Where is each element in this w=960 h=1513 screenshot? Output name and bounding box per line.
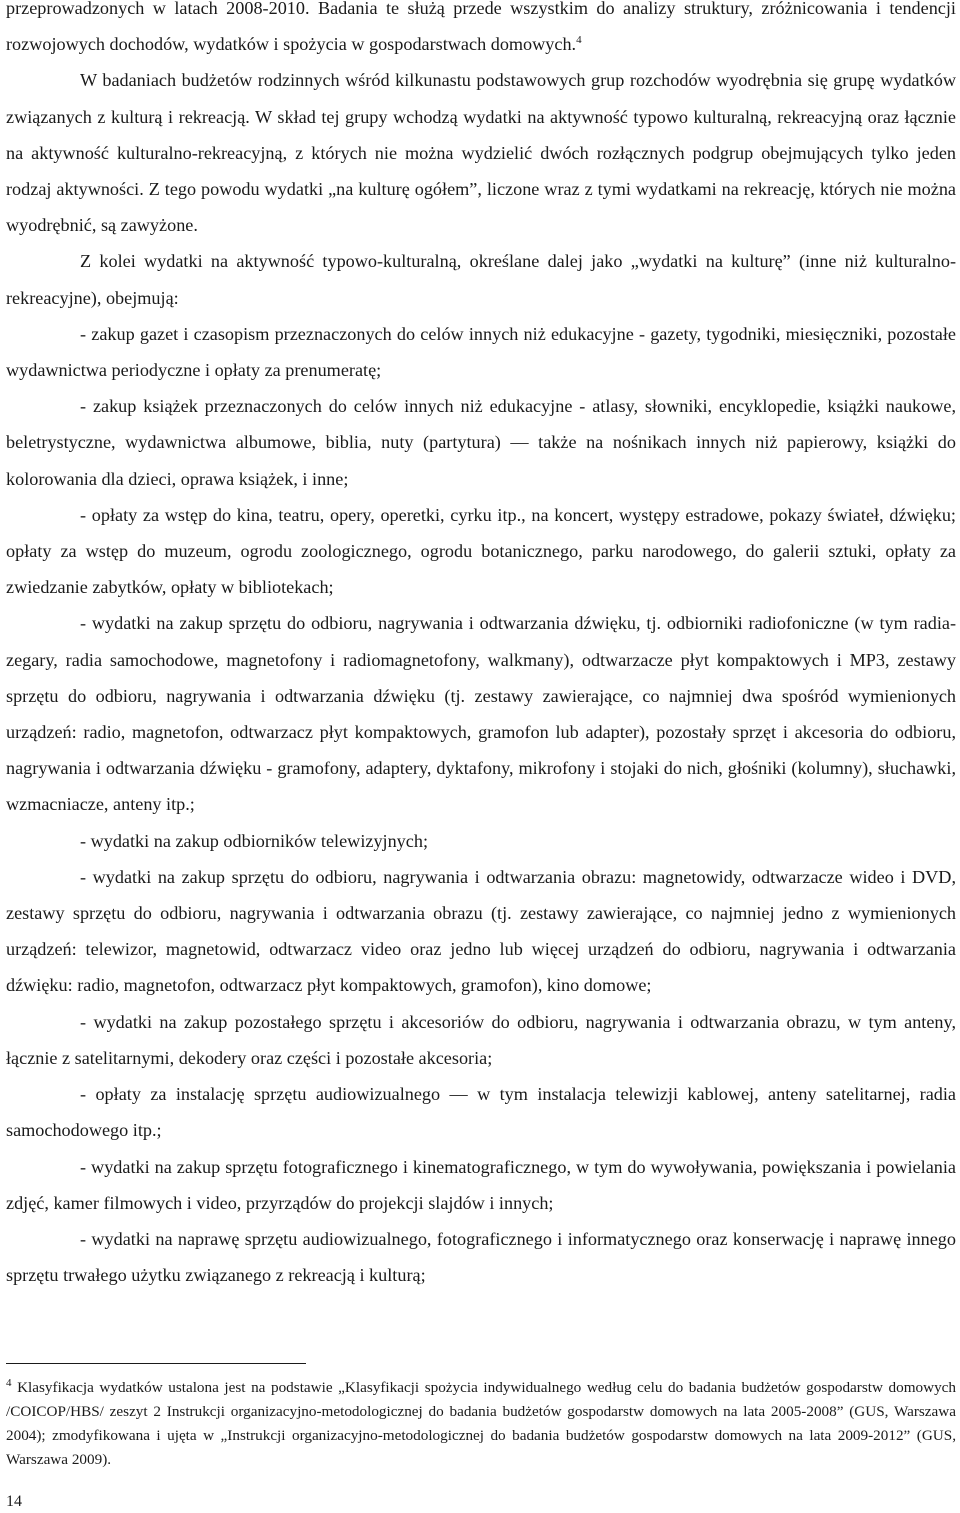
list-item: - wydatki na zakup sprzętu do odbioru, nagrywania i odtwarzania obrazu: magnetowidy, odtwarzacze wideo i DVD, zestawy sprzętu do odbioru, nagrywania i odtwarzania obrazu (tj. zestawy zawierające, co najmniej jedno z wymienionych urządzeń: telewizor, magnetowid, odtwarzacz video oraz jedno lub więcej urządzeń do odbioru, nagrywania i odtwarzania dźwięku: radio, magnetofon, odtwarzacz płyt kompaktowych, gramofon), kino domowe; [6, 866, 956, 996]
footnote-paragraph [6, 1376, 956, 1472]
list-item: - opłaty za wstęp do kina, teatru, opery, operetki, cyrku itp., na koncert, występy estradowe, pokazy świateł, dźwięku; opłaty za wstęp do muzeum, ogrodu zoologicznego, ogrodu botanicznego, parku narodowego, do galerii sztuki, opłaty za zwiedzanie zabytków, opłaty w bibliotekach; [6, 504, 956, 598]
page-number: 14 [6, 1493, 22, 1510]
footnote-marker: 4 [6, 1376, 12, 1389]
list-item: - opłaty za instalację sprzętu audiowizualnego — w tym instalacja telewizji kablowej, anteny satelitarnej, radia samochodowego itp.; [6, 1084, 956, 1141]
list-item: - wydatki na zakup sprzętu do odbioru, nagrywania i odtwarzania dźwięku, tj. odbiorniki radiofoniczne (w tym radia-zegary, radia samochodowe, magnetofony i radiomagnetofony, walkmany), odtwarzacze płyt kompaktowych i MP3, zestawy sprzętu do odbioru, nagrywania i odtwarzania dźwięku (tj. zestawy zawierające, co najmniej dwa spośród wymienionych urządzeń: radio, magnetofon, odtwarzacz płyt kompaktowych, gramofon lub adapter), pozostały sprzęt i akcesoria do odbioru, nagrywania i odtwarzania dźwięku - gramofony, adaptery, dyktafony, mikrofony i stojaki do nich, głośniki (kolumny), słuchawki, wzmacniacze, anteny itp.; [6, 613, 956, 815]
footnote-reference: 4 [576, 34, 582, 47]
paragraph-text: przeprowadzonych w latach 2008-2010. Badania te służą przede wszystkim do analizy struktury, zróżnicowania i tendencji rozwojowych dochodów, wydatków i spożycia w gospodarstwach domowych. [6, 0, 956, 55]
footnote-separator [6, 1363, 306, 1364]
footnote [6, 1376, 956, 1472]
list-item: - wydatki na zakup odbiorników telewizyjnych; [80, 830, 428, 851]
document-page [6, 0, 956, 1510]
list-item: - zakup książek przeznaczonych do celów innych niż edukacyjne - atlasy, słowniki, encyklopedie, książki naukowe, beletrystyczne, wydawnictwa albumowe, biblia, nuty (partytura) — także na nośnikach innych niż papierowy, książki do kolorowania dla dzieci, oprawa książek, i inne; [6, 396, 956, 489]
paragraph [6, 0, 956, 62]
main-text [6, 0, 956, 1293]
paragraph: W badaniach budżetów rodzinnych wśród kilkunastu podstawowych grup rozchodów wyodrębnia się grupę wydatków związanych z kulturą i rekreacją. W skład tej grupy wchodzą wydatki na aktywność typowo kulturalną, rekreacyjną oraz łącznie na aktywność kulturalno-rekreacyjną, z których nie można wydzielić dwóch rozłącznych podgrup obejmujących tylko jeden rodzaj aktywności. Z tego powodu wydatki „na kulturę ogółem”, liczone wraz z tymi wydatkami na rekreację, których nie można wyodrębnić, są zawyżone. [6, 70, 956, 236]
list-item: - wydatki na naprawę sprzętu audiowizualnego, fotograficznego i informatycznego oraz konserwację i naprawę innego sprzętu trwałego użytku związanego z rekreacją i kulturą; [6, 1228, 956, 1286]
list-item: - wydatki na zakup sprzętu fotograficznego i kinematograficznego, w tym do wywoływania, powiększania i powielania zdjęć, kamer filmowych i video, przyrządów do projekcji slajdów i innych; [6, 1156, 956, 1213]
list-item: - wydatki na zakup pozostałego sprzętu i akcesoriów do odbioru, nagrywania i odtwarzania obrazu, w tym anteny, łącznie z satelitarnymi, dekodery oraz części i pozostałe akcesoria; [6, 1011, 956, 1068]
list-item: - zakup gazet i czasopism przeznaczonych do celów innych niż edukacyjne - gazety, tygodniki, miesięczniki, pozostałe wydawnictwa periodyczne i opłaty za prenumeratę; [6, 323, 956, 381]
footnote-text: Klasyfikacja wydatków ustalona jest na podstawie „Klasyfikacji spożycia indywidualnego według celu do badania budżetów gospodarstw domowych /COICOP/HBS/ zeszyt 2 Instrukcji organizacyjno-metodologicznej do badania budżetów gospodarstw domowych na lata 2005-2008” (GUS, Warszawa 2004); zmodyfikowana i ujęta w „Instrukcji organizacyjno-metodologicznej do badania budżetów gospodarstw domowych na lata 2009-2012” (GUS, Warszawa 2009). [6, 1379, 956, 1468]
paragraph: Z kolei wydatki na aktywność typowo-kulturalną, określane dalej jako „wydatki na kulturę” (inne niż kulturalno-rekreacyjne), obejmują: [6, 251, 956, 308]
